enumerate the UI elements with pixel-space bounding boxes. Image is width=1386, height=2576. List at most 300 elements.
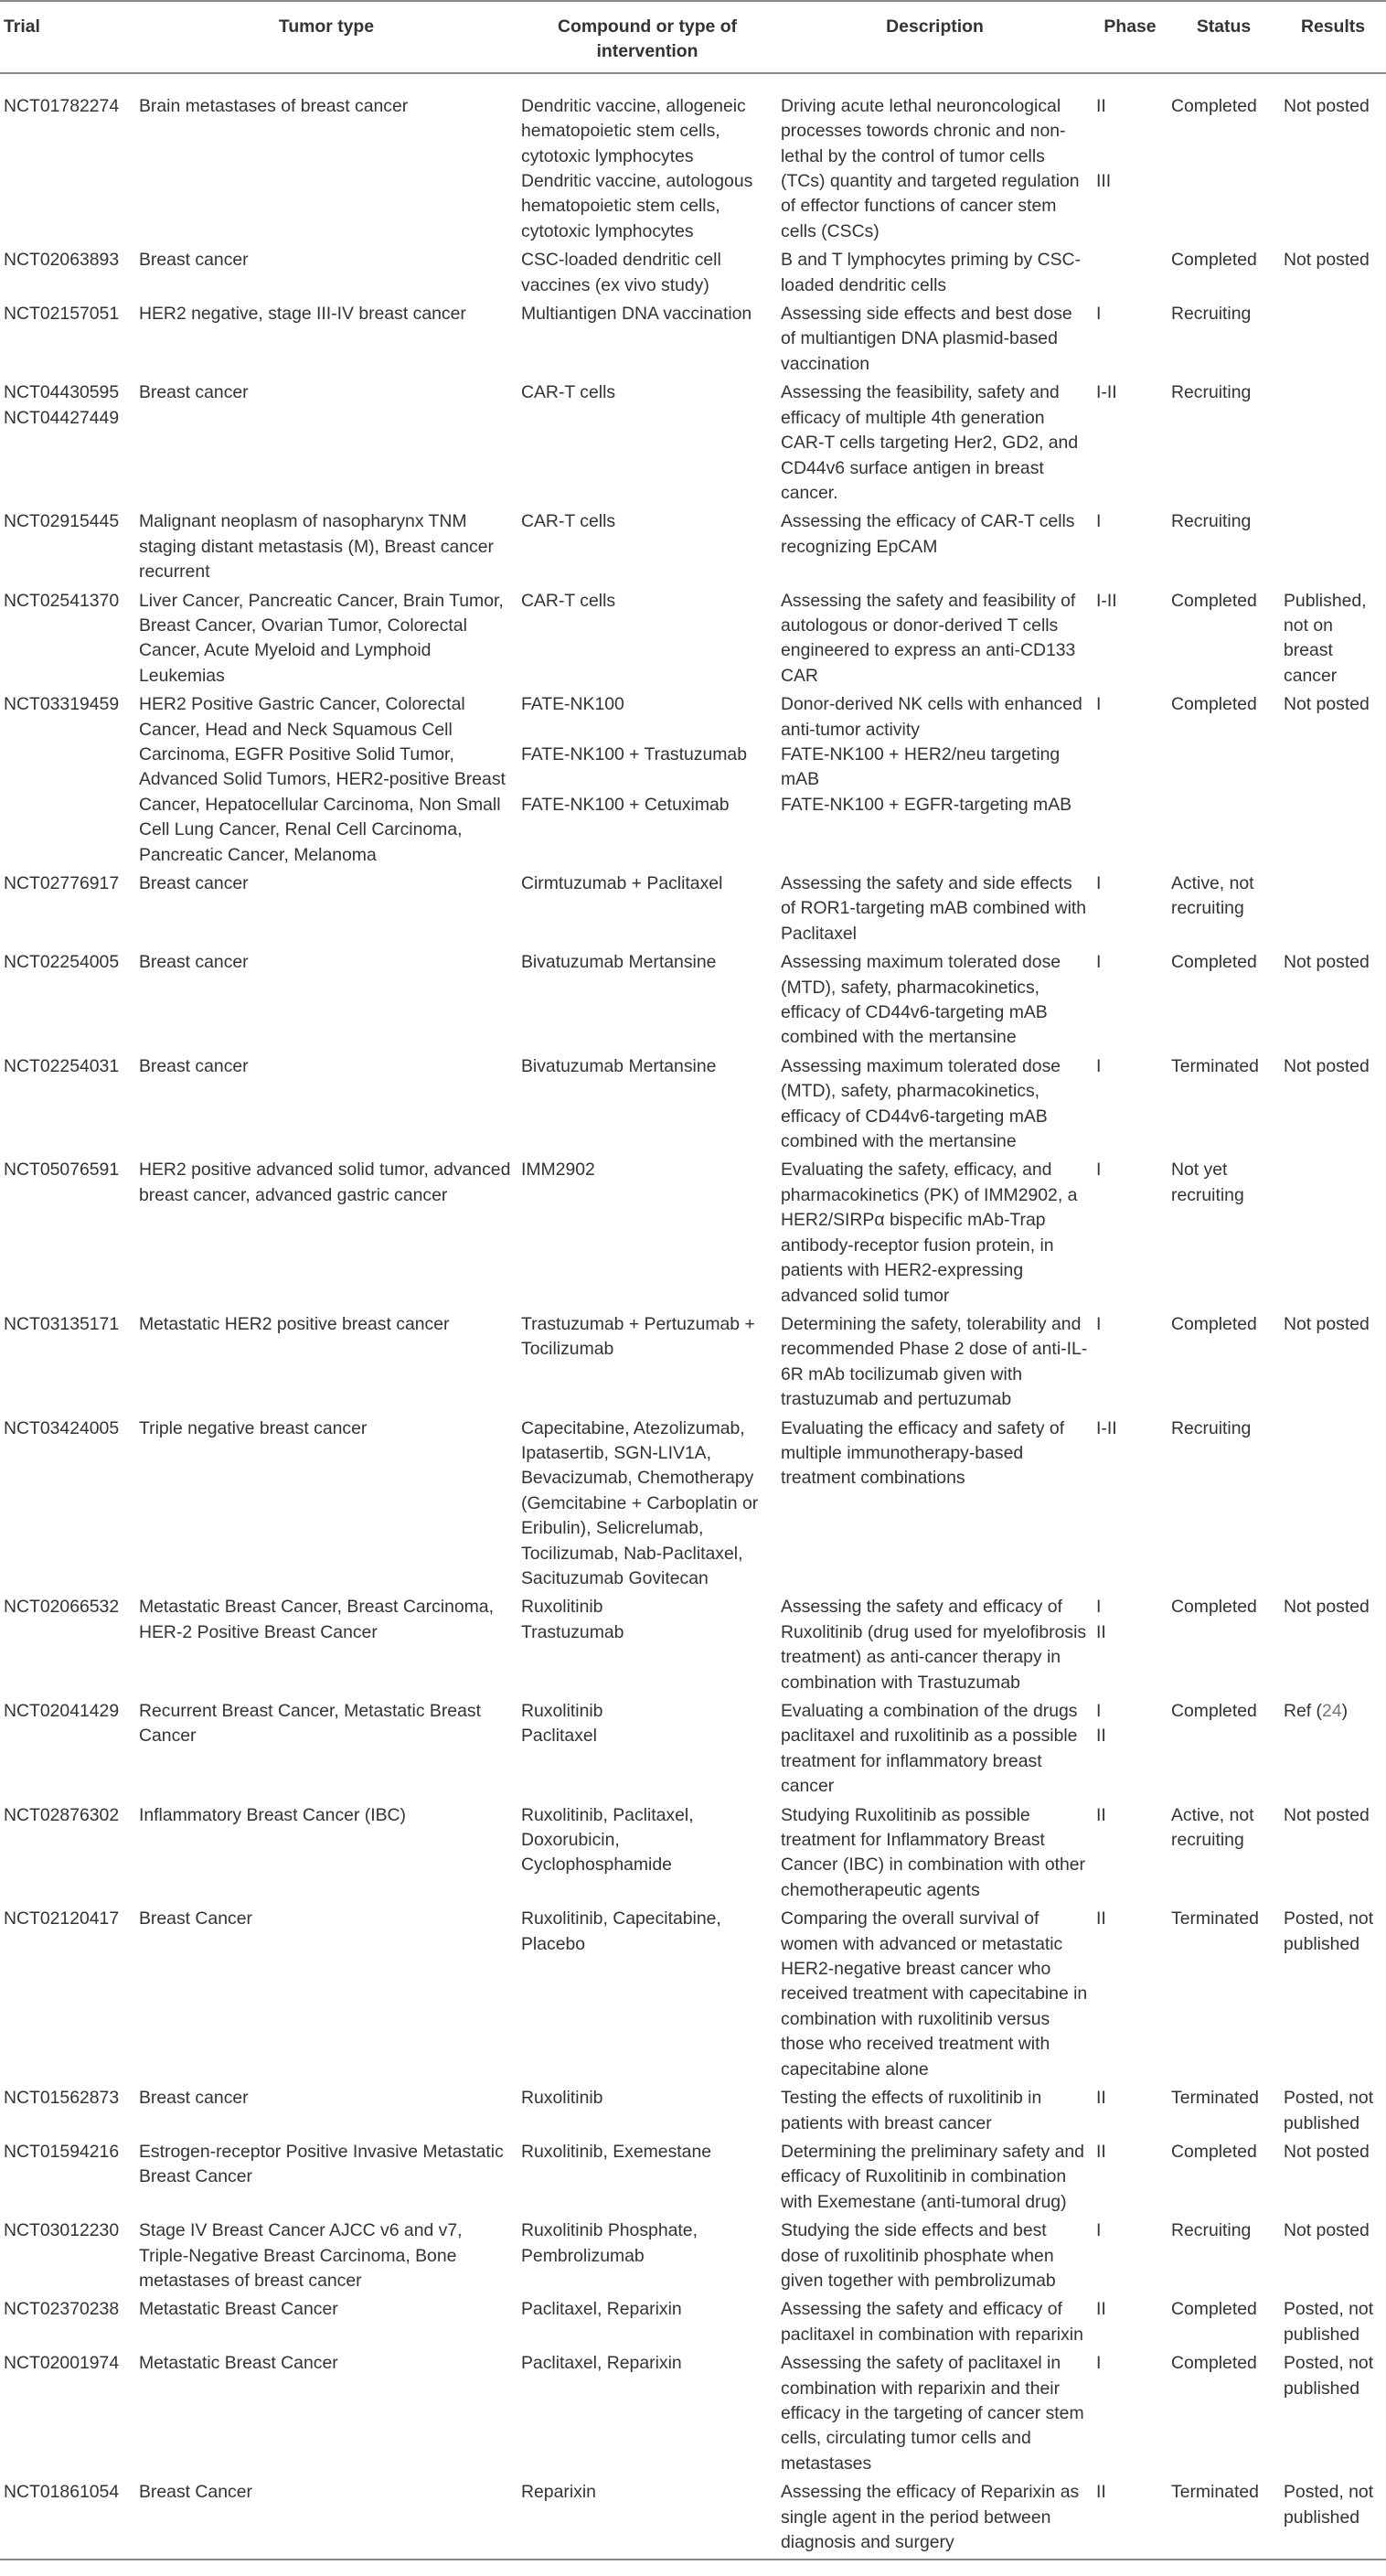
description-cell	[777, 692, 1093, 871]
status-cell	[1167, 2297, 1280, 2351]
tumor-type-cell	[135, 1699, 517, 1803]
tumor-type-cell-text: Breast cancer	[139, 1055, 249, 1076]
trial-id-cell-text: NCT02254005	[4, 952, 120, 973]
description-cell	[777, 1803, 1093, 1908]
description-cell	[777, 73, 1093, 248]
description-cell	[777, 1699, 1093, 1803]
description-cell	[777, 2297, 1093, 2351]
trial-id-cell-text: NCT03135171	[4, 1313, 120, 1334]
header-phase: Phase	[1093, 1, 1167, 73]
reference-link[interactable]: 24	[1322, 1701, 1342, 1721]
results-cell	[1280, 302, 1386, 380]
status-cell	[1167, 1054, 1280, 1159]
description-cell-text: Assessing the safety and efficacy of paclitaxel in combination with reparixin	[781, 2299, 1083, 2345]
description-cell-text: Assessing maximum tolerated dose (MTD), safety, pharmacokinetics, efficacy of CD44v6-targeting mAB combined with the mertansine	[781, 952, 1066, 1048]
table-row	[0, 509, 1386, 588]
description-cell	[777, 2351, 1093, 2480]
status-cell-text: Completed	[1171, 250, 1257, 271]
phase-cell	[1093, 871, 1167, 950]
compound-cell-text: Capecitabine, Atezolizumab, Ipatasertib, SGN-LIV1A, Bevacizumab, Chemotherapy (Gemcitabine + Carboplatin or Eribulin), Selicrelumab, Tocilizumab, Nab-Paclitaxel, Sacituzumab Govitecan	[521, 1417, 763, 1588]
trial-id-cell	[0, 1312, 135, 1416]
phase-cell	[1093, 1158, 1167, 1311]
results-cell-text: Not posted	[1284, 952, 1370, 973]
phase-cell-text: I-II	[1096, 590, 1117, 611]
table-row	[0, 1907, 1386, 2086]
description-cell-text: Driving acute lethal neuroncological processes towords chronic and non-lethal by the control of tumor cells (TCs) quantity and targeted regulation of effector functions of cancer stem cells (CSCs)	[781, 95, 1084, 241]
description-cell	[777, 1158, 1093, 1311]
header-status: Status	[1167, 1, 1280, 73]
table-row	[0, 2218, 1386, 2297]
compound-cell	[517, 2351, 777, 2480]
phase-cell-text: I-II	[1096, 382, 1117, 403]
phase-cell	[1093, 2480, 1167, 2560]
status-cell	[1167, 589, 1280, 693]
header-tumor-type: Tumor type	[135, 1, 517, 73]
description-cell-text: Determining the preliminary safety and efficacy of Ruxolitinib in combination with Exemestane (anti-tumoral drug)	[781, 2141, 1090, 2212]
compound-cell-text: Ruxolitinib Trastuzumab	[521, 1597, 624, 1642]
tumor-type-cell	[135, 1312, 517, 1416]
status-cell	[1167, 2086, 1280, 2140]
status-cell-text: Completed	[1171, 1597, 1257, 1618]
trial-id-cell-text: NCT02066532	[4, 1597, 120, 1618]
description-cell	[777, 871, 1093, 950]
trial-id-cell	[0, 2351, 135, 2480]
trial-id-cell	[0, 73, 135, 248]
status-cell	[1167, 1907, 1280, 2086]
compound-cell	[517, 2140, 777, 2218]
status-cell-text: Recruiting	[1171, 1417, 1252, 1438]
trial-id-cell-text: NCT01782274	[4, 95, 120, 116]
trial-id-cell	[0, 1416, 135, 1596]
status-cell	[1167, 2351, 1280, 2480]
trial-id-cell	[0, 1595, 135, 1699]
compound-cell-text: Ruxolitinib Paclitaxel	[521, 1701, 603, 1747]
results-cell-text: Posted, not published	[1284, 2482, 1379, 2528]
status-cell-text: Recruiting	[1171, 511, 1252, 532]
results-cell-text: Published, not on breast cancer	[1284, 590, 1371, 686]
tumor-type-cell	[135, 302, 517, 380]
status-cell-text: Recruiting	[1171, 382, 1252, 403]
trial-id-cell	[0, 871, 135, 950]
phase-cell	[1093, 1699, 1167, 1803]
results-cell	[1280, 73, 1386, 248]
results-close-text: )	[1341, 1701, 1349, 1721]
compound-cell	[517, 2480, 777, 2560]
status-cell-text: Completed	[1171, 590, 1257, 611]
results-cell-text: Not posted	[1284, 2141, 1370, 2162]
status-cell	[1167, 1803, 1280, 1908]
phase-cell	[1093, 2218, 1167, 2297]
results-cell-text: Ref (	[1284, 1701, 1323, 1721]
results-cell	[1280, 1907, 1386, 2086]
trial-id-cell	[0, 1158, 135, 1311]
table-row	[0, 302, 1386, 380]
description-cell	[777, 2140, 1093, 2218]
description-cell	[777, 2480, 1093, 2560]
results-cell	[1280, 1595, 1386, 1699]
compound-cell	[517, 509, 777, 588]
compound-cell	[517, 1595, 777, 1699]
status-cell-text: Completed	[1171, 2299, 1257, 2320]
results-cell	[1280, 509, 1386, 588]
trial-id-cell-text: NCT05076591	[4, 1160, 120, 1181]
table-row	[0, 871, 1386, 950]
phase-cell-text: I	[1096, 1055, 1102, 1076]
results-cell	[1280, 1312, 1386, 1416]
description-cell-text: Evaluating the efficacy and safety of multiple immunotherapy-based treatment combinations	[781, 1417, 1070, 1489]
status-cell	[1167, 1416, 1280, 1596]
compound-cell-text: Paclitaxel, Reparixin	[521, 2353, 682, 2374]
results-cell	[1280, 2140, 1386, 2218]
phase-cell-text: I II	[1096, 1701, 1106, 1747]
tumor-type-cell-text: Stage IV Breast Cancer AJCC v6 and v7, Triple-Negative Breast Carcinoma, Bone metastases of breast cancer	[139, 2220, 467, 2291]
phase-cell	[1093, 380, 1167, 509]
results-cell	[1280, 380, 1386, 509]
results-cell	[1280, 2351, 1386, 2480]
description-cell	[777, 1312, 1093, 1416]
description-cell-text: Studying the side effects and best dose of ruxolitinib phosphate when given together with pembrolizumab	[781, 2220, 1059, 2291]
phase-cell-text: I-II	[1096, 1417, 1117, 1438]
tumor-type-cell-text: Metastatic Breast Cancer, Breast Carcinoma, HER-2 Positive Breast Cancer	[139, 1597, 499, 1642]
phase-cell-text: I	[1096, 1160, 1102, 1181]
tumor-type-cell	[135, 1907, 517, 2086]
tumor-type-cell-text: Recurrent Breast Cancer, Metastatic Breast Cancer	[139, 1701, 486, 1747]
status-cell	[1167, 871, 1280, 950]
results-cell	[1280, 1699, 1386, 1803]
phase-cell	[1093, 950, 1167, 1054]
compound-cell-text: Reparixin	[521, 2482, 596, 2503]
phase-cell-text: I	[1096, 694, 1102, 715]
trial-id-cell	[0, 1054, 135, 1159]
compound-cell	[517, 1312, 777, 1416]
status-cell-text: Active, not recruiting	[1171, 1804, 1259, 1851]
header-compound: Compound or type of intervention	[517, 1, 777, 73]
tumor-type-cell	[135, 1158, 517, 1311]
tumor-type-cell	[135, 1416, 517, 1596]
phase-cell	[1093, 692, 1167, 871]
phase-cell	[1093, 1595, 1167, 1699]
tumor-type-cell	[135, 1595, 517, 1699]
results-cell	[1280, 589, 1386, 693]
status-cell	[1167, 380, 1280, 509]
table-row	[0, 1158, 1386, 1311]
description-cell	[777, 2218, 1093, 2297]
description-cell	[777, 302, 1093, 380]
trial-id-cell	[0, 248, 135, 302]
compound-cell-text: CAR-T cells	[521, 382, 616, 403]
description-cell-text: Assessing the safety and feasibility of autologous or donor-derived T cells engineered to express an anti-CD133 CAR	[781, 590, 1081, 686]
phase-cell-text: II	[1096, 1908, 1106, 1929]
trial-id-cell-text: NCT01594216	[4, 2141, 120, 2162]
tumor-type-cell-text: Breast Cancer	[139, 2482, 252, 2503]
trial-id-cell-text: NCT02001974	[4, 2353, 120, 2374]
tumor-type-cell-text: Breast cancer	[139, 952, 249, 973]
trial-id-cell	[0, 1803, 135, 1908]
results-cell-text: Not posted	[1284, 250, 1370, 271]
tumor-type-cell	[135, 1803, 517, 1908]
tumor-type-cell	[135, 2480, 517, 2560]
tumor-type-cell-text: Breast cancer	[139, 873, 249, 893]
compound-cell	[517, 871, 777, 950]
compound-cell-text: Ruxolitinib, Paclitaxel, Doxorubicin, Cyclophosphamide	[521, 1804, 698, 1876]
phase-cell-text: II	[1096, 2088, 1106, 2109]
results-cell-text: Not posted	[1284, 1313, 1370, 1334]
description-cell-text: Donor-derived NK cells with enhanced anti-tumor activity FATE-NK100 + HER2/neu targeting mAB FATE-NK100 + EGFR-targeting mAB	[781, 694, 1082, 815]
tumor-type-cell	[135, 2086, 517, 2140]
phase-cell-text: I	[1096, 2353, 1102, 2374]
phase-cell-text: II	[1096, 1804, 1106, 1825]
tumor-type-cell-text: Inflammatory Breast Cancer (IBC)	[139, 1804, 407, 1825]
phase-cell	[1093, 589, 1167, 693]
results-cell	[1280, 950, 1386, 1054]
status-cell	[1167, 1312, 1280, 1416]
tumor-type-cell-text: HER2 negative, stage III-IV breast cancer	[139, 304, 466, 325]
compound-cell-text: Bivatuzumab Mertansine	[521, 952, 717, 973]
results-cell-text: Not posted	[1284, 1804, 1370, 1825]
compound-cell	[517, 73, 777, 248]
status-cell-text: Terminated	[1171, 1908, 1259, 1929]
status-cell	[1167, 302, 1280, 380]
tumor-type-cell-text: Breast Cancer	[139, 1908, 252, 1929]
phase-cell-text: II	[1096, 2299, 1106, 2320]
table-row	[0, 2086, 1386, 2140]
table-row	[0, 2480, 1386, 2560]
tumor-type-cell	[135, 950, 517, 1054]
trial-id-cell	[0, 509, 135, 588]
compound-cell	[517, 1054, 777, 1159]
description-cell	[777, 509, 1093, 588]
description-cell-text: Evaluating the safety, efficacy, and pharmacokinetics (PK) of IMM2902, a HER2/SIRPα bispecific mAb-Trap antibody-receptor fusion protein, in patients with HER2-expressing advanced solid tumor	[781, 1160, 1082, 1306]
table-row	[0, 1416, 1386, 1596]
trial-id-cell	[0, 2140, 135, 2218]
status-cell-text: Not yet recruiting	[1171, 1160, 1244, 1205]
trial-id-cell-text: NCT02041429	[4, 1701, 120, 1721]
results-cell-text: Not posted	[1284, 1597, 1370, 1618]
compound-cell	[517, 1699, 777, 1803]
table-row	[0, 248, 1386, 302]
results-cell	[1280, 2086, 1386, 2140]
phase-cell-text: I	[1096, 304, 1102, 325]
results-cell	[1280, 871, 1386, 950]
phase-cell	[1093, 248, 1167, 302]
compound-cell-text: CAR-T cells	[521, 590, 616, 611]
trial-id-cell-text: NCT02915445	[4, 511, 120, 532]
trial-id-cell-text: NCT01562873	[4, 2088, 120, 2109]
tumor-type-cell-text: Breast cancer	[139, 382, 249, 403]
tumor-type-cell-text: Breast cancer	[139, 2088, 249, 2109]
trial-id-cell-text: NCT02254031	[4, 1055, 120, 1076]
trial-id-cell	[0, 2086, 135, 2140]
table-row	[0, 589, 1386, 693]
table-row	[0, 2351, 1386, 2480]
description-cell-text: Determining the safety, tolerability and recommended Phase 2 dose of anti-IL-6R mAb tocilizumab given with trastuzumab and pertuzumab	[781, 1313, 1088, 1410]
status-cell-text: Completed	[1171, 1313, 1257, 1334]
tumor-type-cell	[135, 2140, 517, 2218]
trial-id-cell-text: NCT02370238	[4, 2299, 120, 2320]
compound-cell-text: Trastuzumab + Pertuzumab + Tocilizumab	[521, 1313, 760, 1360]
compound-cell-text: Ruxolitinib, Capecitabine, Placebo	[521, 1908, 727, 1954]
compound-cell	[517, 589, 777, 693]
tumor-type-cell	[135, 589, 517, 693]
tumor-type-cell	[135, 692, 517, 871]
phase-cell	[1093, 2297, 1167, 2351]
phase-cell	[1093, 1054, 1167, 1159]
phase-cell	[1093, 2140, 1167, 2218]
header-trial: Trial	[0, 1, 135, 73]
phase-cell	[1093, 509, 1167, 588]
results-cell-text: Posted, not published	[1284, 1908, 1379, 1954]
trial-id-cell-text: NCT02157051	[4, 304, 120, 325]
compound-cell	[517, 692, 777, 871]
trial-id-cell	[0, 380, 135, 509]
compound-cell	[517, 2297, 777, 2351]
phase-cell-text: I	[1096, 952, 1102, 973]
phase-cell-text: I	[1096, 1313, 1102, 1334]
status-cell	[1167, 248, 1280, 302]
results-cell	[1280, 1416, 1386, 1596]
compound-cell	[517, 2218, 777, 2297]
status-cell	[1167, 1595, 1280, 1699]
results-cell-text: Not posted	[1284, 1055, 1370, 1076]
phase-cell-text: I	[1096, 2220, 1102, 2241]
tumor-type-cell	[135, 380, 517, 509]
phase-cell-text: II	[1096, 2141, 1106, 2162]
description-cell	[777, 1595, 1093, 1699]
phase-cell	[1093, 1803, 1167, 1908]
description-cell	[777, 950, 1093, 1054]
table-row	[0, 1312, 1386, 1416]
phase-cell	[1093, 2086, 1167, 2140]
status-cell-text: Recruiting	[1171, 2220, 1252, 2241]
tumor-type-cell-text: HER2 positive advanced solid tumor, advanced breast cancer, advanced gastric cancer	[139, 1160, 516, 1205]
compound-cell-text: FATE-NK100 FATE-NK100 + Trastuzumab FATE-NK100 + Cetuximab	[521, 694, 747, 815]
tumor-type-cell	[135, 509, 517, 588]
tumor-type-cell-text: Breast cancer	[139, 250, 249, 271]
description-cell-text: B and T lymphocytes priming by CSC-loaded dendritic cells	[781, 250, 1081, 295]
tumor-type-cell	[135, 1054, 517, 1159]
trial-id-cell	[0, 2297, 135, 2351]
trial-id-cell	[0, 302, 135, 380]
phase-cell-text: II	[1096, 2482, 1106, 2503]
tumor-type-cell-text: Triple negative breast cancer	[139, 1417, 368, 1438]
header-row	[0, 1, 1386, 73]
status-cell	[1167, 2480, 1280, 2560]
status-cell	[1167, 2218, 1280, 2297]
results-cell	[1280, 248, 1386, 302]
description-cell-text: Testing the effects of ruxolitinib in patients with breast cancer	[781, 2088, 1047, 2133]
description-cell-text: Assessing the efficacy of Reparixin as single agent in the period between diagnosis and surgery	[781, 2482, 1084, 2552]
trial-id-cell	[0, 2480, 135, 2560]
header-description: Description	[777, 1, 1093, 73]
trial-id-cell	[0, 692, 135, 871]
tumor-type-cell-text: Estrogen-receptor Positive Invasive Metastatic Breast Cancer	[139, 2141, 509, 2187]
results-cell	[1280, 1054, 1386, 1159]
compound-cell	[517, 1158, 777, 1311]
table-row	[0, 380, 1386, 509]
status-cell	[1167, 950, 1280, 1054]
table-row	[0, 1803, 1386, 1908]
phase-cell	[1093, 73, 1167, 248]
results-cell	[1280, 692, 1386, 871]
status-cell-text: Completed	[1171, 1701, 1257, 1721]
tumor-type-cell-text: Brain metastases of breast cancer	[139, 95, 409, 116]
results-cell	[1280, 2297, 1386, 2351]
table-row	[0, 2140, 1386, 2218]
table-row	[0, 73, 1386, 248]
tumor-type-cell-text: Metastatic Breast Cancer	[139, 2353, 338, 2374]
status-cell	[1167, 1158, 1280, 1311]
trial-id-cell	[0, 1907, 135, 2086]
tumor-type-cell	[135, 2351, 517, 2480]
trial-id-cell-text: NCT02541370	[4, 590, 120, 611]
results-cell-text: Not posted	[1284, 95, 1370, 116]
description-cell-text: Assessing the feasibility, safety and efficacy of multiple 4th generation CAR-T cells targeting Her2, GD2, and CD44v6 surface antigen in breast cancer.	[781, 382, 1083, 503]
status-cell	[1167, 73, 1280, 248]
compound-cell-text: Ruxolitinib, Exemestane	[521, 2141, 712, 2162]
phase-cell	[1093, 302, 1167, 380]
compound-cell-text: IMM2902	[521, 1160, 595, 1181]
description-cell	[777, 589, 1093, 693]
status-cell-text: Completed	[1171, 2353, 1257, 2374]
compound-cell	[517, 950, 777, 1054]
tumor-type-cell-text: HER2 Positive Gastric Cancer, Colorectal Cancer, Head and Neck Squamous Cell Carcinoma, EGFR Positive Solid Tumor, Advanced Solid Tumors, HER2-positive Breast Cancer, Hepatocellular Carcinoma, Non Small Cell Lung Cancer, Renal Cell Carcinoma, Pancreatic Cancer, Melanoma	[139, 694, 511, 865]
phase-cell	[1093, 1312, 1167, 1416]
compound-cell-text: Cirmtuzumab + Paclitaxel	[521, 873, 723, 893]
compound-cell-text: Ruxolitinib	[521, 2088, 603, 2109]
status-cell	[1167, 2140, 1280, 2218]
results-cell	[1280, 1158, 1386, 1311]
description-cell	[777, 2086, 1093, 2140]
status-cell-text: Recruiting	[1171, 304, 1252, 325]
tumor-type-cell	[135, 871, 517, 950]
results-cell	[1280, 1803, 1386, 1908]
tumor-type-cell-text: Liver Cancer, Pancreatic Cancer, Brain Tumor, Breast Cancer, Ovarian Tumor, Colorectal Cancer, Acute Myeloid and Lymphoid Leukemias	[139, 590, 509, 686]
trial-id-cell	[0, 1699, 135, 1803]
compound-cell	[517, 1803, 777, 1908]
status-cell	[1167, 1699, 1280, 1803]
trial-id-cell-text: NCT03319459	[4, 694, 120, 715]
compound-cell-text: Multiantigen DNA vaccination	[521, 304, 752, 325]
trial-id-cell-text: NCT02063893	[4, 250, 120, 271]
status-cell-text: Completed	[1171, 694, 1257, 715]
phase-cell-text: I II	[1096, 1597, 1106, 1642]
status-cell-text: Terminated	[1171, 2482, 1259, 2503]
table-row	[0, 692, 1386, 871]
description-cell-text: Evaluating a combination of the drugs paclitaxel and ruxolitinib as a possible treatment for inflammatory breast cancer	[781, 1701, 1082, 1797]
tumor-type-cell	[135, 73, 517, 248]
description-cell-text: Assessing maximum tolerated dose (MTD), safety, pharmacokinetics, efficacy of CD44v6-targeting mAB combined with the mertansine	[781, 1055, 1066, 1152]
phase-cell-text: II III	[1096, 95, 1112, 192]
description-cell-text: Assessing the safety and side effects of ROR1-targeting mAB combined with Paclitaxel	[781, 873, 1092, 944]
trial-id-cell-text: NCT03012230	[4, 2220, 120, 2241]
tumor-type-cell	[135, 2218, 517, 2297]
description-cell-text: Studying Ruxolitinib as possible treatment for Inflammatory Breast Cancer (IBC) in combination with other chemotherapeutic agents	[781, 1804, 1091, 1900]
compound-cell-text: CAR-T cells	[521, 511, 616, 532]
trial-id-cell	[0, 950, 135, 1054]
description-cell-text: Assessing the safety of paclitaxel in combination with reparixin and their efficacy in the targeting of cancer stem cells, circulating tumor cells and metastases	[781, 2353, 1090, 2474]
trial-id-cell	[0, 2218, 135, 2297]
table-row	[0, 2297, 1386, 2351]
trial-id-cell-text: NCT03424005	[4, 1417, 120, 1438]
trial-id-cell	[0, 589, 135, 693]
results-cell-text: Not posted	[1284, 2220, 1370, 2241]
description-cell	[777, 1907, 1093, 2086]
compound-cell	[517, 380, 777, 509]
trial-id-cell-text: NCT02120417	[4, 1908, 120, 1929]
table-row	[0, 950, 1386, 1054]
status-cell	[1167, 692, 1280, 871]
description-cell-text: Assessing side effects and best dose of multiantigen DNA plasmid-based vaccination	[781, 304, 1078, 374]
